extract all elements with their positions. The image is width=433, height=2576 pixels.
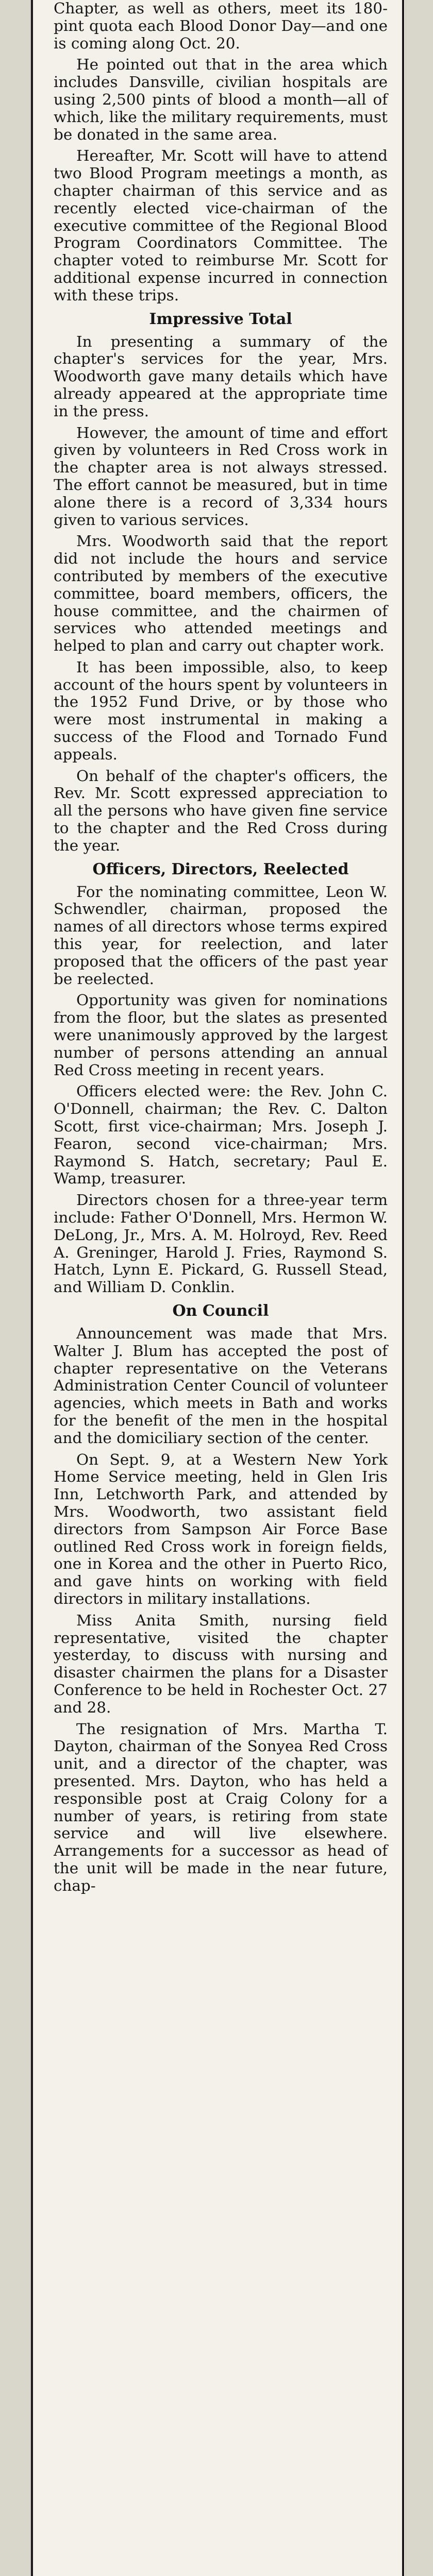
- article-paragraph: Directors chosen for a three-year term include: Father O'Donnell, Mrs. Hermon W. DeLong, Jr., Mrs. A. M. Holroyd, Rev. Reed A. Greninger, Harold J. Fries, Raymond S. Hatch, Lynn E. Pickard, G. Russell Stead, and William D. Conklin.: [54, 1191, 388, 1296]
- article-paragraph: It has been impossible, also, to keep account of the hours spent by volunteers in the 1952 Fund Drive, or by those who were most instrumental in making a success of the Flood and Tornado Fund appeals.: [54, 658, 388, 763]
- article-paragraph: For the nominating committee, Leon W. Schwendler, chairman, proposed the names of all directors whose terms expired this year, for reelection, and later proposed that the officers of the past year be reelected.: [54, 883, 388, 988]
- right-column-rule: [402, 0, 404, 2576]
- section-heading-officers-reelected: Officers, Directors, Reelected: [92, 860, 349, 878]
- left-column-rule: [31, 0, 33, 2576]
- article-paragraph: The resignation of Mrs. Martha T. Dayton, chairman of the Sonyea Red Cross unit, and a director of the chapter, was presented. Mrs. Dayton, who has held a responsible post at Craig Colony for a number of years, is retiring from state service and will live elsewhere. Arrangements for a successor as head of the unit will be made in the near future, chap-: [54, 1720, 388, 1894]
- article-paragraph: Chapter, as well as others, meet its 180-pint quota each Blood Donor Day—and one is coming along Oct. 20.: [54, 0, 388, 52]
- section-heading-impressive-total: Impressive Total: [149, 310, 292, 328]
- article-paragraph: Opportunity was given for nominations from the floor, but the slates as presented were unanimously approved by the largest number of persons attending an annual Red Cross meeting in recent years.: [54, 991, 388, 1079]
- article-paragraph: Officers elected were: the Rev. John C. O'Donnell, chairman; the Rev. C. Dalton Scott, first vice-chairman; Mrs. Joseph J. Fearon, second vice-chairman; Mrs. Raymond S. Hatch, secretary; Paul E. Wamp, treasurer.: [54, 1082, 388, 1188]
- article-column: [54, 0, 388, 1899]
- article-paragraph: On behalf of the chapter's officers, the Rev. Mr. Scott expressed appreciation to all the persons who have given fine service to the chapter and the Red Cross during the year.: [54, 767, 388, 854]
- article-paragraph: He pointed out that in the area which includes Dansville, civilian hospitals are using 2,500 pints of blood a month—all of which, like the military requirements, must be donated in the same area.: [54, 56, 388, 143]
- article-paragraph: Miss Anita Smith, nursing field representative, visited the chapter yesterday, to discuss with nursing and disaster chairmen the plans for a Disaster Conference to be held in Rochester Oct. 27 and 28.: [54, 1611, 388, 1716]
- section-heading-on-council: On Council: [172, 1301, 269, 1320]
- article-paragraph: Hereafter, Mr. Scott will have to attend two Blood Program meetings a month, as chapter chairman of this service and as recently elected vice-chairman of the executive committee of the Regional Blood Program Coordinators Committee. The chapter voted to reimburse Mr. Scott for additional expense incurred in connection with these trips.: [54, 147, 388, 304]
- article-paragraph: Announcement was made that Mrs. Walter J. Blum has accepted the post of chapter representative on the Veterans Administration Center Council of volunteer agencies, which meets in Bath and works for the benefit of the men in the hospital and the domiciliary section of the center.: [54, 1324, 388, 1447]
- article-paragraph: On Sept. 9, at a Western New York Home Service meeting, held in Glen Iris Inn, Letchworth Park, and attended by Mrs. Woodworth, two assistant field directors from Sampson Air Force Base outlined Red Cross work in foreign fields, one in Korea and the other in Puerto Rico, and gave hints on working with field directors in military installations.: [54, 1450, 388, 1607]
- article-paragraph: However, the amount of time and effort given by volunteers in Red Cross work in the chapter area is not always stressed. The effort cannot be measured, but in time alone there is a record of 3,334 hours given to various services.: [54, 423, 388, 529]
- article-paragraph: Mrs. Woodworth said that the report did not include the hours and service contributed by members of the executive committee, board members, officers, the house committee, and the chairmen of services who attended meetings and helped to plan and carry out chapter work.: [54, 532, 388, 655]
- article-paragraph: In presenting a summary of the chapter's services for the year, Mrs. Woodworth gave many details which have already appeared at the appropriate time in the press.: [54, 332, 388, 420]
